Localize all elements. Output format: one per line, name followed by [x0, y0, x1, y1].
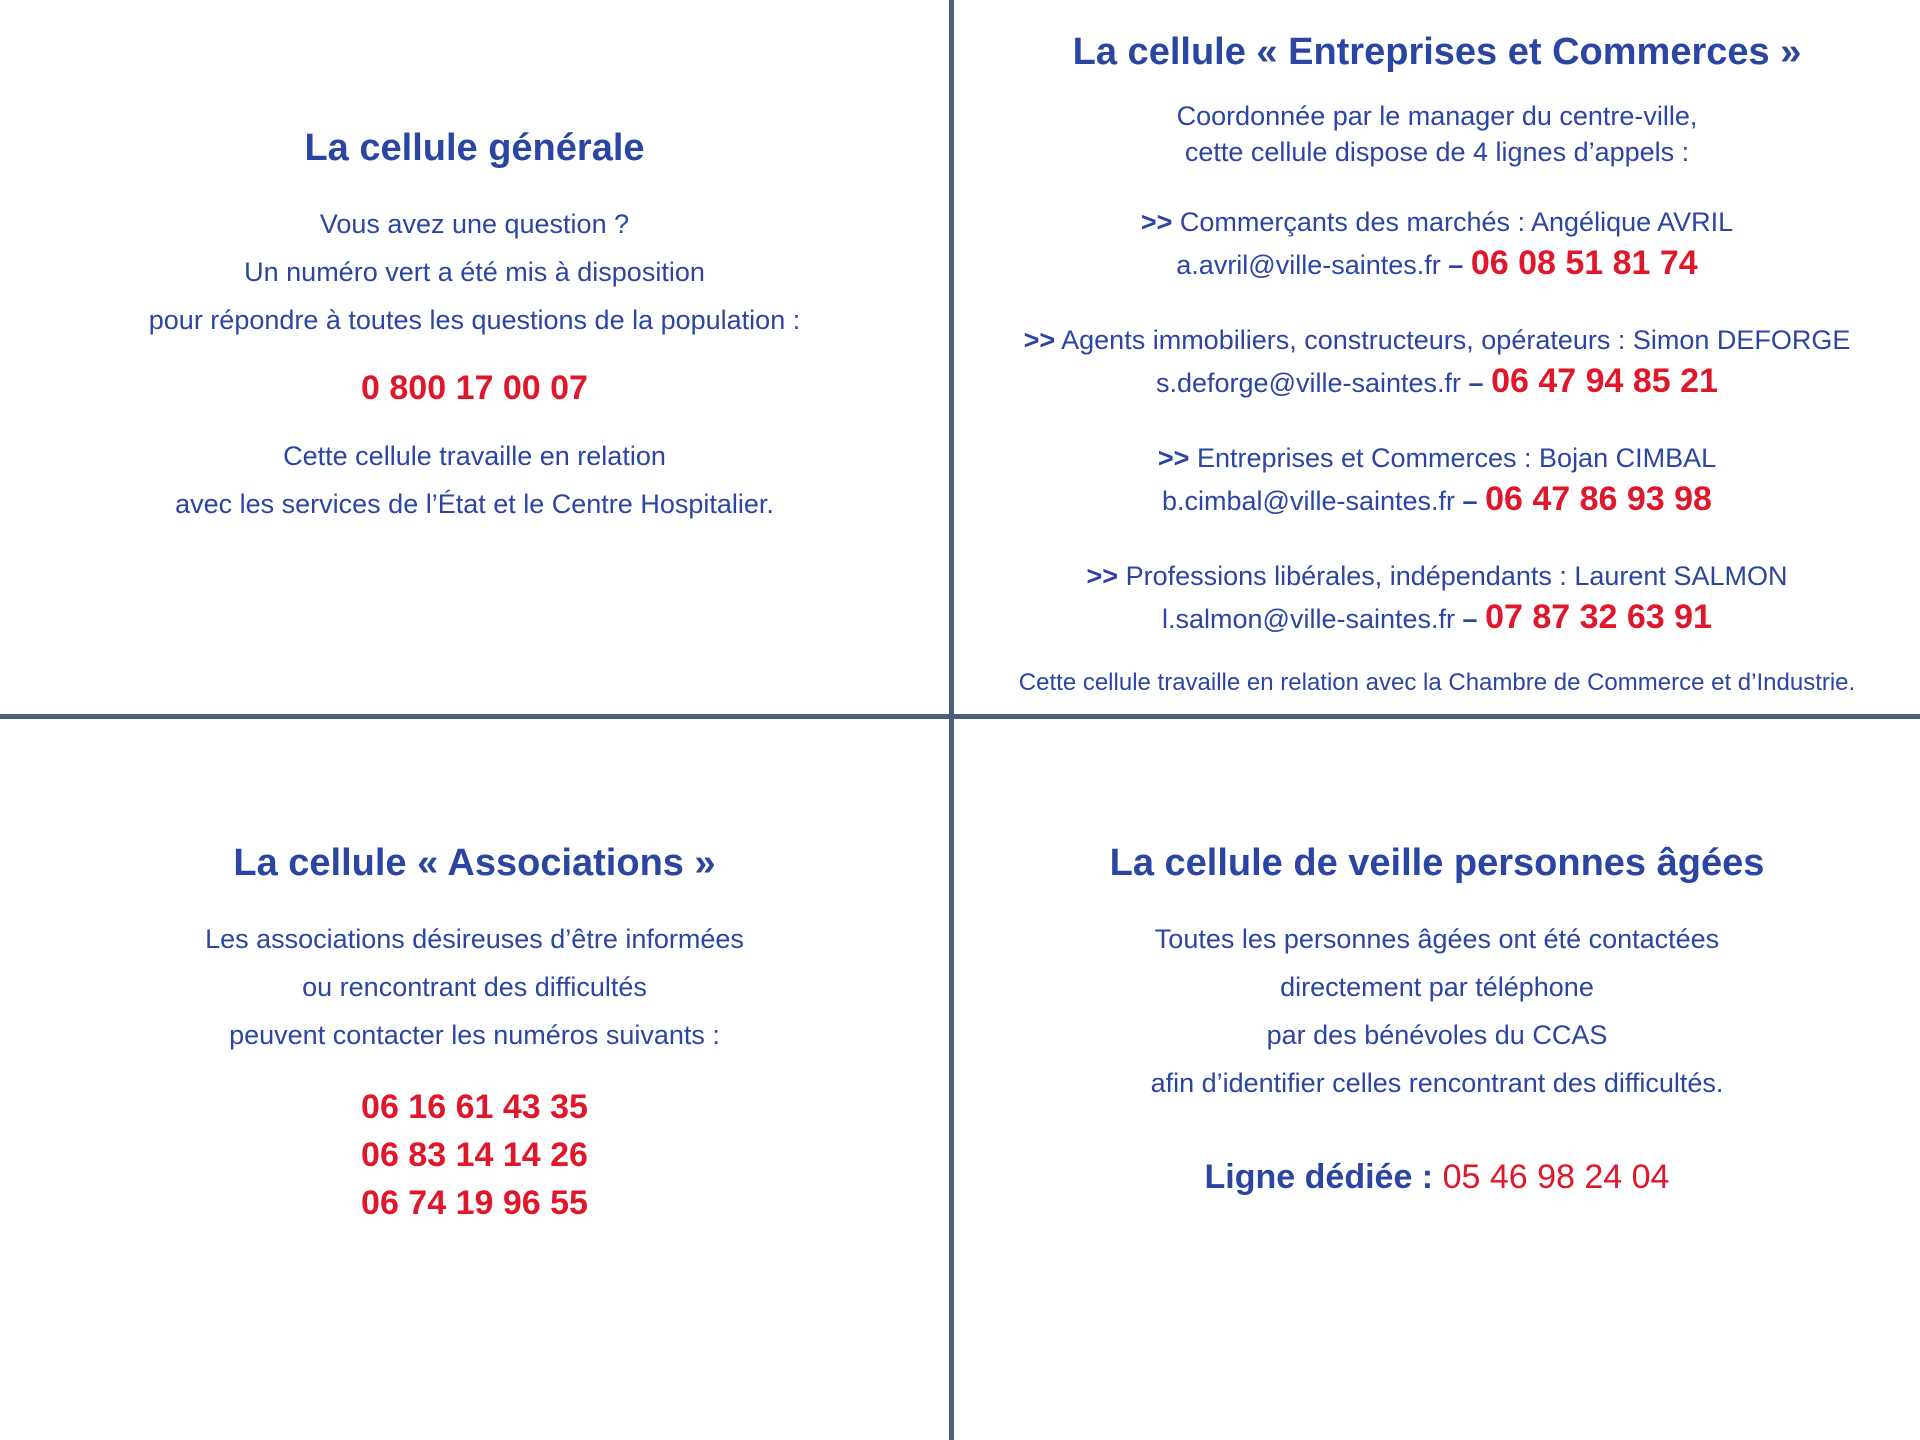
dash-separator: –	[1448, 250, 1464, 280]
arrow-prefix: >>	[1023, 325, 1056, 355]
business-intro-line: cette cellule dispose de 4 lignes d’appels :	[1184, 137, 1690, 167]
contact-email[interactable]: a.avril@ville-saintes.fr	[1176, 250, 1441, 280]
contact-label: Entreprises et Commerces : Bojan CIMBAL	[1196, 443, 1717, 473]
seniors-cell-title: La cellule de veille personnes âgées	[1109, 842, 1765, 884]
business-cell-intro	[954, 98, 1920, 170]
arrow-prefix: >>	[1157, 443, 1190, 473]
seniors-intro-line: Toutes les personnes âgées ont été contactées	[1154, 924, 1720, 954]
contact-label: Professions libérales, indépendants : Laurent SALMON	[1125, 561, 1788, 591]
seniors-intro-line: directement par téléphone	[1280, 972, 1594, 1002]
associations-phone-list	[0, 1083, 949, 1227]
dash-separator: –	[1468, 368, 1484, 398]
associations-intro-line: peuvent contacter les numéros suivants :	[229, 1020, 720, 1050]
contact-phone: 06 47 86 93 98	[1485, 480, 1712, 518]
contact-label: Commerçants des marchés : Angélique AVRIL	[1179, 207, 1734, 237]
seniors-cell-section	[954, 835, 1920, 1201]
seniors-dedicated-line	[954, 1153, 1920, 1201]
dedicated-line-phone: 05 46 98 24 04	[1442, 1158, 1670, 1196]
contact-email[interactable]: s.deforge@ville-saintes.fr	[1156, 368, 1462, 398]
general-intro-line: pour répondre à toutes les questions de la population :	[148, 305, 801, 335]
associations-intro-line: ou rencontrant des difficultés	[302, 972, 647, 1002]
contact-email[interactable]: l.salmon@ville-saintes.fr	[1162, 604, 1456, 634]
general-intro-line: Vous avez une question ?	[319, 209, 630, 239]
dash-separator: –	[1462, 486, 1478, 516]
general-cell-title: La cellule générale	[304, 127, 645, 169]
associations-phone-number: 06 74 19 96 55	[361, 1184, 588, 1222]
dash-separator: –	[1462, 604, 1478, 634]
dedicated-line-label: Ligne dédiée :	[1204, 1158, 1434, 1196]
horizontal-divider	[0, 714, 1920, 719]
contact-mail-line	[954, 594, 1920, 642]
seniors-intro-line: par des bénévoles du CCAS	[1266, 1020, 1608, 1050]
associations-intro-line: Les associations désireuses d’être informées	[205, 924, 744, 954]
contact-label-line	[954, 322, 1920, 358]
business-intro-line: Coordonnée par le manager du centre-ville,	[1176, 101, 1698, 131]
business-cell-section	[954, 24, 1920, 698]
associations-cell-title: La cellule « Associations »	[233, 842, 716, 884]
general-outro-line: Cette cellule travaille en relation	[283, 441, 666, 471]
business-contact	[954, 440, 1920, 524]
associations-phone-number: 06 83 14 14 26	[361, 1136, 588, 1174]
contact-label-line	[954, 558, 1920, 594]
contact-phone: 06 47 94 85 21	[1491, 362, 1718, 400]
arrow-prefix: >>	[1086, 561, 1119, 591]
contact-label-line	[954, 440, 1920, 476]
business-cell-outro: Cette cellule travaille en relation avec la Chambre de Commerce et d’Industrie.	[1018, 669, 1856, 696]
general-phone-number: 0 800 17 00 07	[361, 369, 588, 407]
contact-mail-line	[954, 358, 1920, 406]
contact-label-line	[954, 204, 1920, 240]
business-contact	[954, 558, 1920, 642]
contact-email[interactable]: b.cimbal@ville-saintes.fr	[1162, 486, 1456, 516]
business-cell-title: La cellule « Entreprises et Commerces »	[1072, 31, 1802, 73]
general-cell-intro	[0, 200, 949, 344]
seniors-intro-line: afin d’identifier celles rencontrant des difficultés.	[1150, 1068, 1724, 1098]
business-contact	[954, 204, 1920, 288]
contact-label: Agents immobiliers, constructeurs, opérateurs : Simon DEFORGE	[1061, 325, 1851, 355]
contact-phone: 07 87 32 63 91	[1485, 598, 1712, 636]
business-contact	[954, 322, 1920, 406]
seniors-cell-intro	[954, 915, 1920, 1107]
general-outro-line: avec les services de l’État et le Centre Hospitalier.	[175, 489, 774, 519]
contact-phone: 06 08 51 81 74	[1470, 244, 1698, 282]
general-cell-section	[0, 120, 949, 528]
contact-mail-line	[954, 476, 1920, 524]
associations-phone-number: 06 16 61 43 35	[361, 1088, 588, 1126]
general-cell-outro	[0, 432, 949, 528]
contact-mail-line	[954, 240, 1920, 288]
associations-cell-section	[0, 835, 949, 1227]
general-intro-line: Un numéro vert a été mis à disposition	[244, 257, 705, 287]
arrow-prefix: >>	[1140, 207, 1173, 237]
associations-cell-intro	[0, 915, 949, 1059]
